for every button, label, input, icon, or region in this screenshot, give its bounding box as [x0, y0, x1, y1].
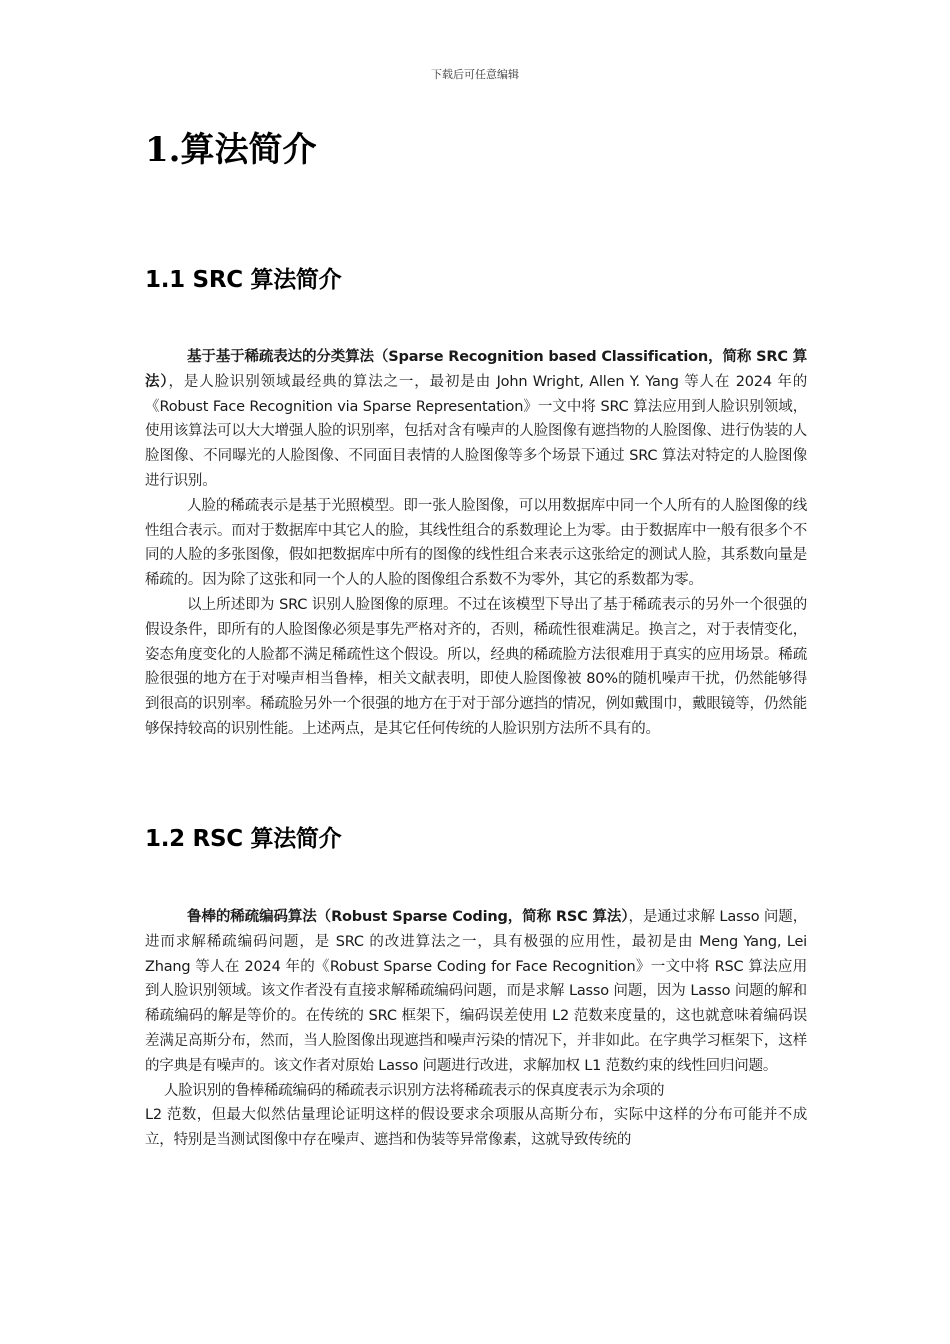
paragraph-text: 人脸识别的鲁棒稀疏编码的稀疏表示识别方法将稀疏表示的保真度表示为余项的	[163, 1082, 665, 1099]
paragraph-lead: 鲁棒的稀疏编码算法（Robust Sparse Coding，简称 RSC 算法）	[187, 909, 629, 925]
paragraph	[145, 593, 807, 742]
paragraph-text: 人脸的稀疏表示是基于光照模型。即一张人脸图像，可以用数据库中同一个人所有的人脸图像的线性组合表示。而对于数据库中其它人的脸，其线性组合的系数理论上为零。由于数据库中一般有很多个不同的人脸的多张图像，假如把数据库中所有的图像的线性组合来表示这张给定的测试人脸，其系数向量是稀疏的。因为除了这张和同一个人的人脸的图像组合系数不为零外，其它的系数都为零。	[145, 497, 807, 589]
paragraph	[145, 494, 807, 593]
paragraph-text: L2 范数，但最大似然估量理论证明这样的假设要求余项服从高斯分布，实际中这样的分布可能并不成立，特别是当测试图像中存在噪声、遮挡和伪装等异常像素，这就导致传统的	[145, 1107, 807, 1149]
paragraph-text: ，是通过求解 Lasso 问题，进而求解稀疏编码问题，是 SRC 的改进算法之一，具有极强的应用性，最初是由 Meng Yang, Lei Zhang 等人在 2024 年的《Robust Sparse Coding for Face Recognition》一文中将 RSC 算法应用到人脸识别领域。该文作者没有直接求解稀疏编码问题，而是求解 Lasso 问题，因为 Lasso 问题的解和稀疏编码的解是等价的。在传统的 SRC 框架下，编码误差使用 L2 范数来度量的，这也就意味着编码误差满足高斯分布，然而，当人脸图像出现遮挡和噪声污染的情况下，并非如此。在字典学习框架下，这样的字典是有噪声的。该文作者对原始 Lasso 问题进行改进，求解加权 L1 范数约束的线性回归问题。	[145, 909, 808, 1074]
paragraph-lead: 基于基于稀疏表达的分类算法（Sparse Recognition based Classification，简称 SRC 算法）	[145, 349, 807, 390]
section-heading-src: 1.1 SRC 算法简介	[145, 267, 342, 293]
paragraph-text: 以上所述即为 SRC 识别人脸图像的原理。不过在该模型下导出了基于稀疏表示的另外一个很强的假设条件，即所有的人脸图像必须是事先严格对齐的，否则，稀疏性很难满足。换言之，对于表情变化，姿态角度变化的人脸都不满足稀疏性这个假设。所以，经典的稀疏脸方法很难用于真实的应用场景。稀疏脸很强的地方在于对噪声相当鲁棒，相关文献表明，即使人脸图像被 80%的随机噪声干扰，仍然能够得到很高的识别率。稀疏脸另外一个很强的地方在于对于部分遮挡的情况，例如戴围巾，戴眼镜等，仍然能够保持较高的识别性能。上述两点，是其它任何传统的人脸识别方法所不具有的。	[145, 596, 807, 737]
paragraph	[145, 1103, 807, 1153]
paragraph	[145, 1079, 807, 1104]
page-header: 下载后可任意编辑	[431, 68, 519, 81]
paragraph-text: ，是人脸识别领域最经典的算法之一，最初是由 John Wright, Allen Y. Yang 等人在 2024 年的《Robust Face Recognition via Sparse Representation》一文中将 SRC 算法应用到人脸识别领域，使用该算法可以大大增强人脸的识别率，包括对含有噪声的人脸图像有遮挡物的人脸图像、进行伪装的人脸图像、不同曝光的人脸图像、不同面目表情的人脸图像等多个场景下通过 SRC 算法对特定的人脸图像进行识别。	[145, 373, 807, 489]
paragraph	[145, 905, 807, 1079]
page-title: 1.算法简介	[145, 130, 317, 170]
section-body-src	[145, 345, 807, 742]
paragraph	[145, 345, 807, 494]
section-body-rsc	[145, 905, 807, 1153]
section-heading-rsc: 1.2 RSC 算法简介	[145, 826, 342, 852]
